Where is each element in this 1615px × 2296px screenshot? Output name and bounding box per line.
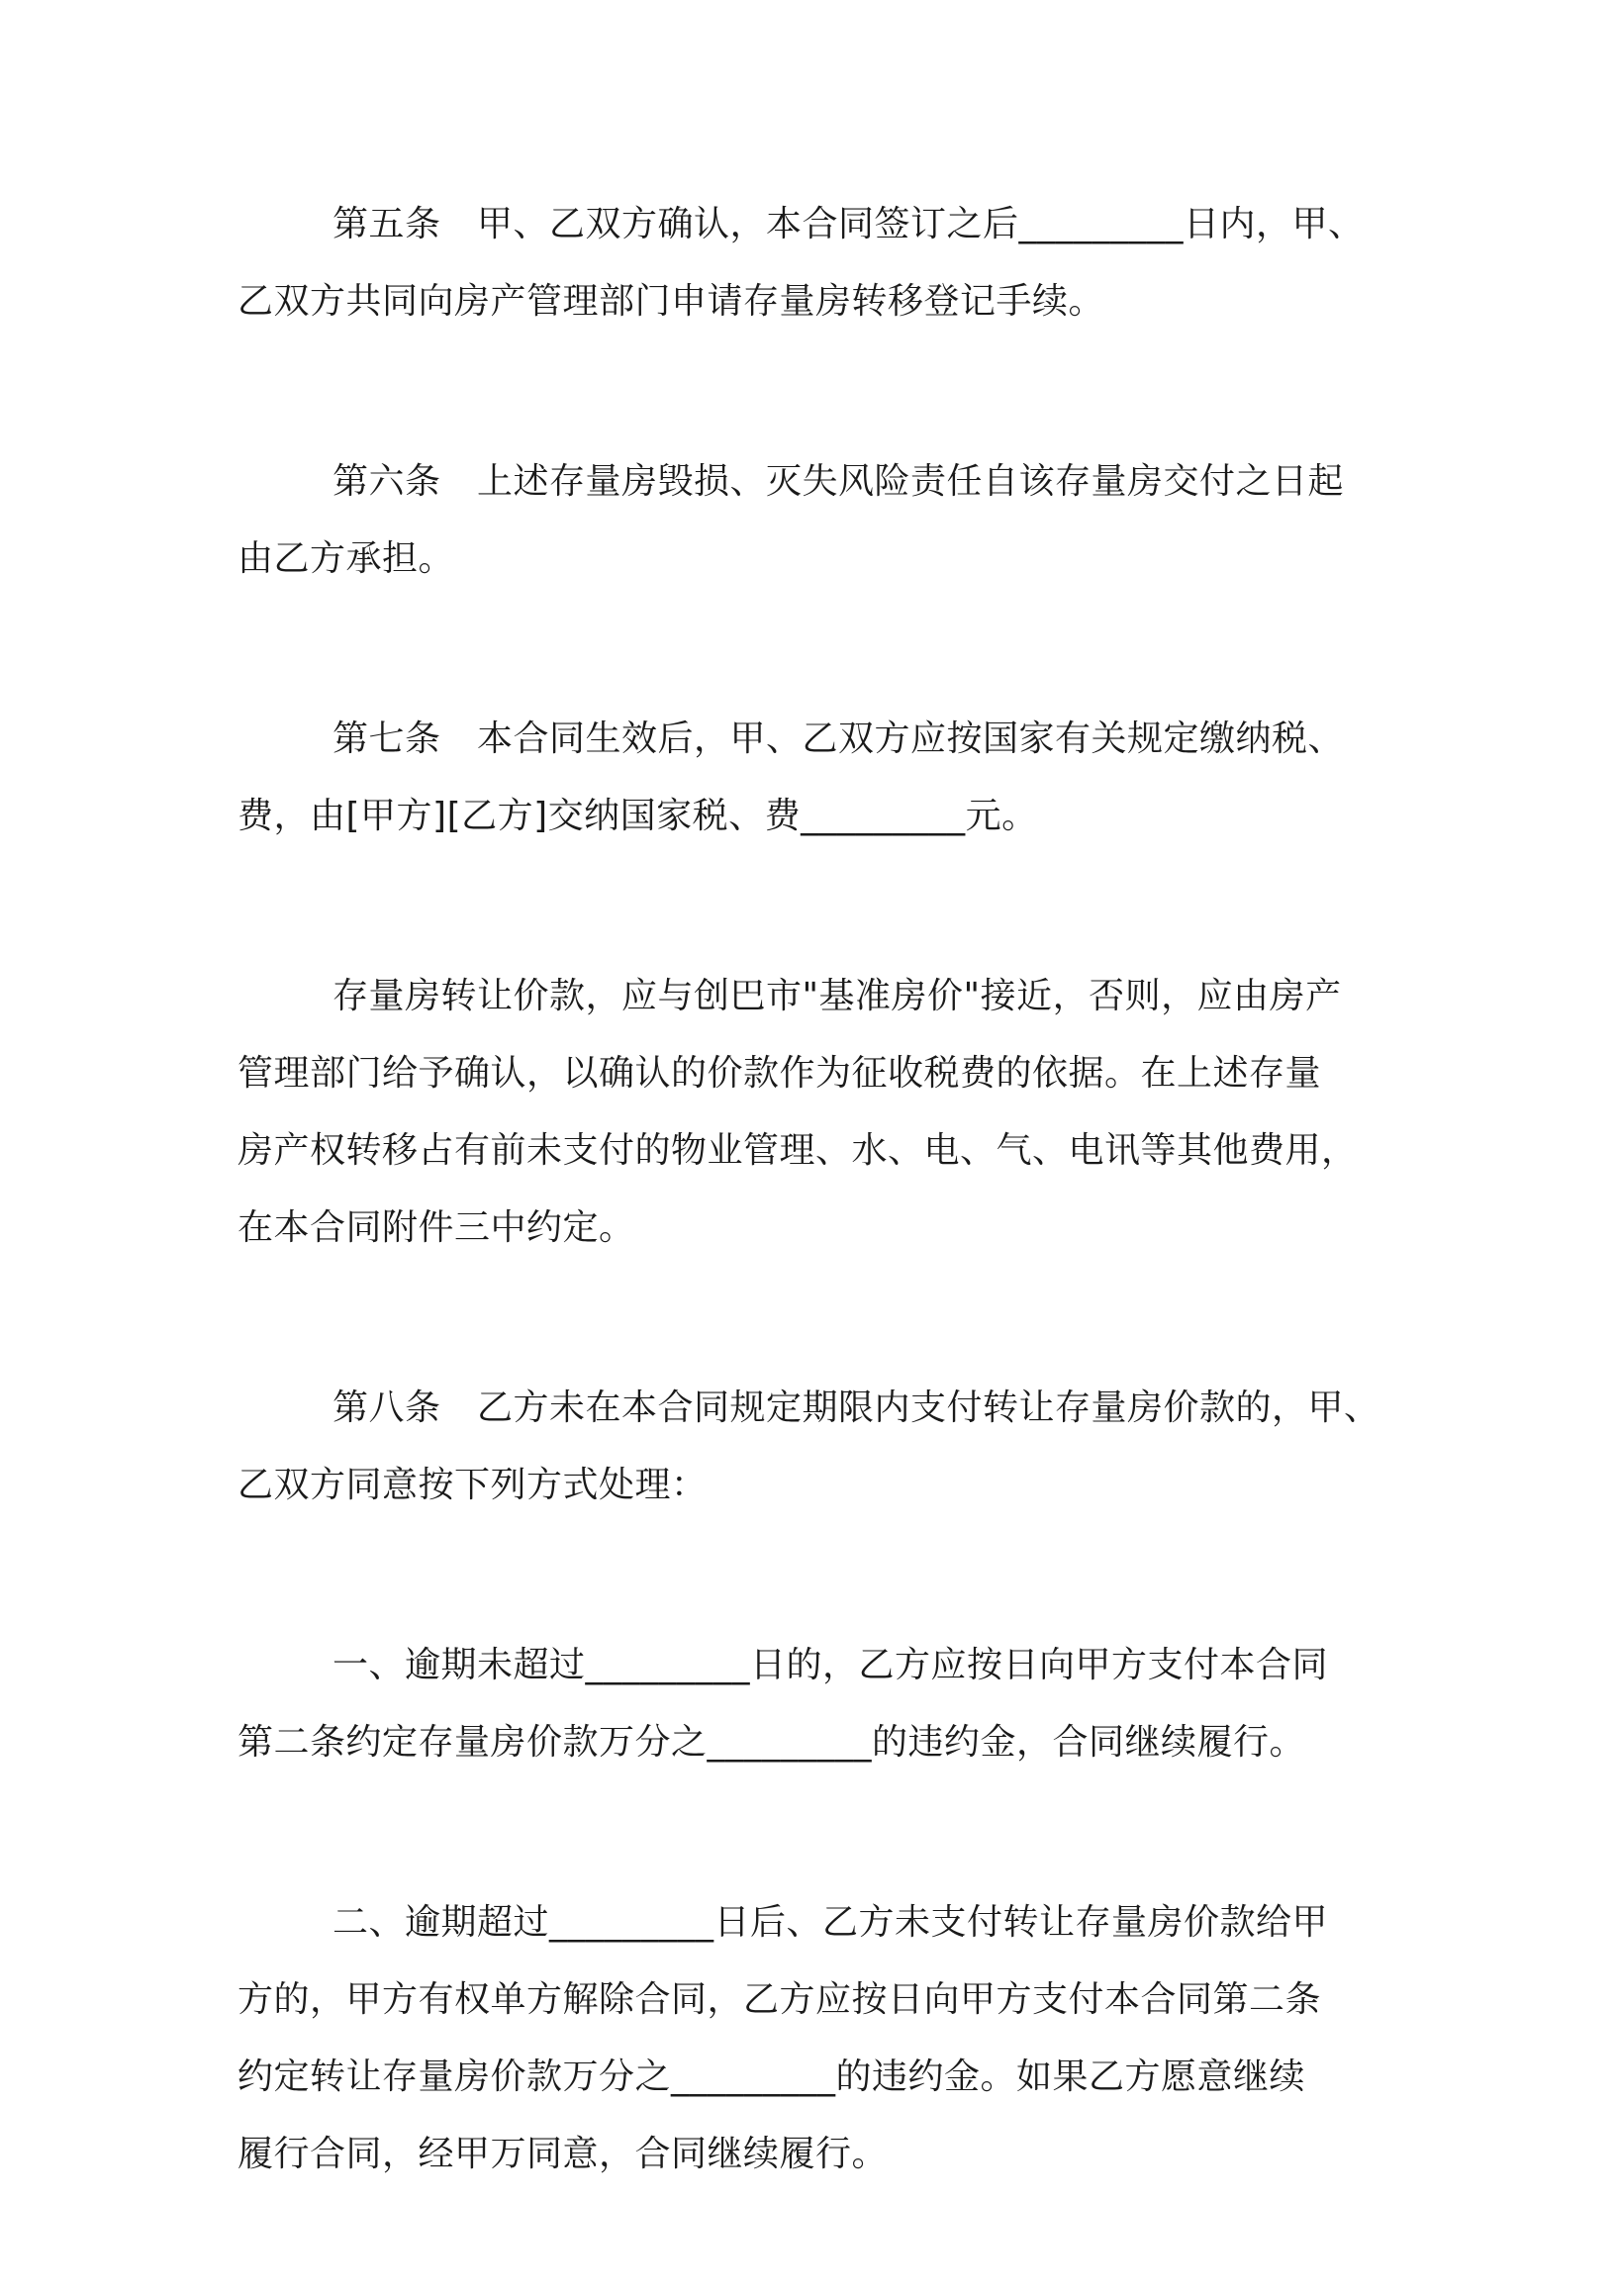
article-6-paragraph (238, 443, 1385, 598)
clause-8-2-line-1: 二、逾期超过_________日后、乙方未支付转让存量房价款给甲 (332, 1902, 1329, 1943)
article-5-line-1: 第五条 甲、乙双方确认，本合同签订之后_________日内，甲、 (332, 204, 1365, 244)
article-7-line-2: 费，由[甲方][乙方]交纳国家税、费_________元。 (238, 796, 1038, 836)
article-7-line-1: 第七条 本合同生效后，甲、乙双方应按国家有关规定缴纳税、 (332, 718, 1345, 759)
clause-8-2-line-4: 履行合同，经甲万同意，合同继续履行。 (238, 2134, 889, 2174)
article-6-line-2: 由乙方承担。 (238, 538, 455, 579)
article-5-line-2: 乙双方共同向房产管理部门申请存量房转移登记手续。 (238, 281, 1105, 322)
price-confirmation-line-1: 存量房转让价款，应与创巴市"基准房价"接近，否则，应由房产 (332, 976, 1342, 1016)
article-8-line-2: 乙双方同意按下列方式处理： (238, 1465, 708, 1505)
price-confirmation-line-3: 房产权转移占有前未支付的物业管理、水、电、气、电讯等其他费用， (238, 1130, 1358, 1171)
article-8-paragraph (238, 1370, 1385, 1524)
price-confirmation-line-2: 管理部门给予确认，以确认的价款作为征收税费的依据。在上述存量 (238, 1053, 1322, 1094)
article-7-paragraph (238, 701, 1385, 855)
article-6-line-1: 第六条 上述存量房毁损、灭失风险责任自该存量房交付之日起 (332, 461, 1345, 502)
clause-8-1-line-2: 第二条约定存量房价款万分之_________的违约金，合同继续履行。 (238, 1722, 1306, 1763)
clause-8-1-paragraph (238, 1627, 1385, 1781)
clause-8-2-paragraph (238, 1884, 1385, 2193)
clause-8-2-line-3: 约定转让存量房价款万分之_________的违约金。如果乙方愿意继续 (238, 2057, 1306, 2097)
clause-8-2-line-2: 方的，甲方有权单方解除合同，乙方应按日向甲方支付本合同第二条 (238, 1979, 1322, 2020)
price-confirmation-paragraph (238, 958, 1385, 1267)
price-confirmation-line-4: 在本合同附件三中约定。 (238, 1207, 635, 1248)
clause-8-1-line-1: 一、逾期未超过_________日的，乙方应按日向甲方支付本合同 (332, 1645, 1329, 1685)
article-8-line-1: 第八条 乙方未在本合同规定期限内支付转让存量房价款的，甲、 (332, 1387, 1380, 1428)
article-5-paragraph (238, 186, 1385, 340)
contract-text (238, 186, 1385, 2296)
